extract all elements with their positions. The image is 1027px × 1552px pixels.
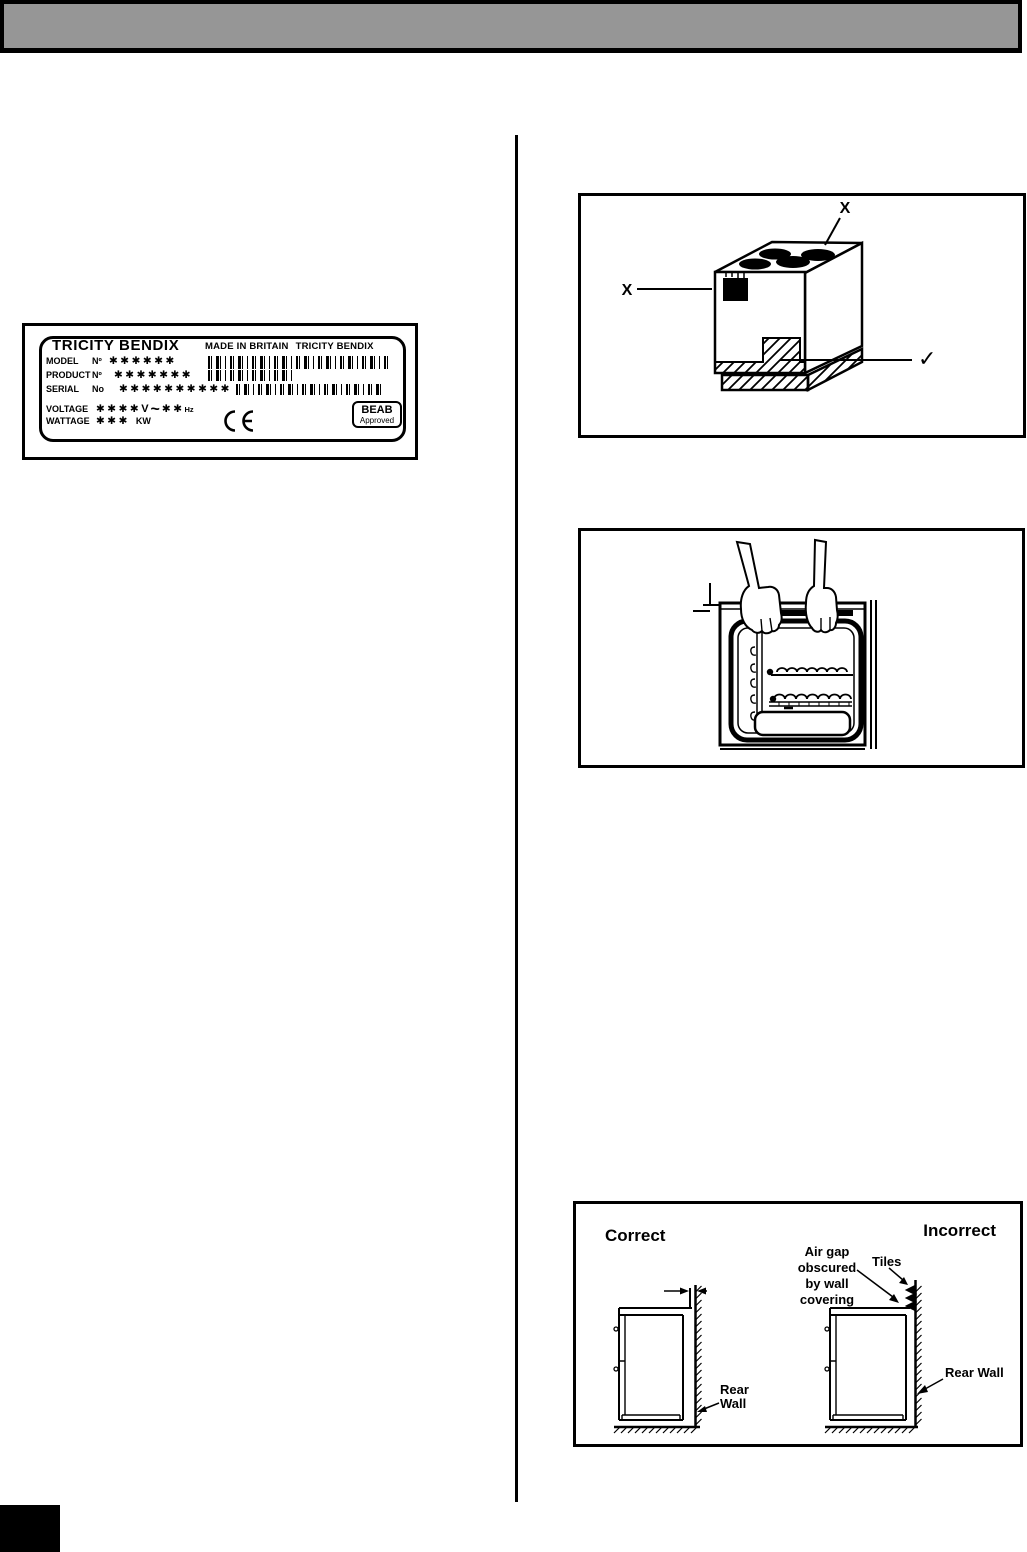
ac-tilde: ~ <box>150 401 160 418</box>
right-hand <box>806 540 838 632</box>
air-gap-label-line3: by wall <box>805 1276 849 1291</box>
correct-drawing <box>614 1285 749 1433</box>
air-gap-label-line2: obscured <box>797 1260 857 1275</box>
rear-wall-label: Rear Wall <box>945 1365 1004 1380</box>
door-knob <box>825 1327 829 1331</box>
serial-value: ✱✱✱✱✱✱✱✱✱✱ <box>119 383 232 395</box>
wattage-row <box>46 415 151 427</box>
correct-heading: Correct <box>605 1226 666 1245</box>
tiles-strip <box>907 1286 915 1310</box>
grill-pan <box>755 712 850 735</box>
x-label-control-panel: X <box>621 282 633 299</box>
barcode-icon <box>208 356 389 369</box>
left-hand <box>737 542 782 633</box>
hotplate <box>739 259 771 270</box>
rating-plate-brand: TRICITY BENDIX <box>52 337 180 354</box>
page-corner-mark <box>0 1505 60 1552</box>
x-label-hotplate: X <box>839 200 851 217</box>
door-knob <box>825 1367 829 1371</box>
x-top-leader-line <box>825 218 840 245</box>
tiles-arrow <box>889 1268 903 1280</box>
cooker-body <box>830 1308 906 1420</box>
oven-grip-diagram <box>581 531 1022 765</box>
figure-lifting-grip <box>578 528 1025 768</box>
barcode-icon <box>236 384 383 395</box>
product-value: ✱✱✱✱✱✱✱ <box>114 369 194 381</box>
air-gap-label-line1: Air gap <box>804 1244 850 1259</box>
hotplate <box>776 256 810 268</box>
gap-arrowhead-left <box>680 1288 689 1295</box>
product-label: PRODUCT <box>46 370 91 380</box>
door-lines <box>619 1315 680 1420</box>
barcode-icon <box>208 370 296 381</box>
incorrect-drawing <box>798 1244 1004 1433</box>
rating-plate-label <box>39 336 406 442</box>
air-gap-arrow <box>857 1270 893 1297</box>
model-row <box>46 355 177 367</box>
voltage-label: VOLTAGE <box>46 404 89 414</box>
rear-wall-label-line2: Wall <box>720 1396 747 1411</box>
voltage-row <box>46 401 194 418</box>
cooker-body <box>619 1308 683 1420</box>
rating-plate-origin <box>205 341 381 352</box>
rear-wall-arrow <box>925 1379 943 1389</box>
check-icon: ✓ <box>918 346 937 371</box>
serial-row <box>46 383 232 395</box>
cooker-top <box>830 1308 910 1315</box>
model-value: ✱✱✱✱✱✱ <box>109 355 177 367</box>
control-panel <box>723 278 748 301</box>
hz-stars: ✱✱ <box>161 403 185 415</box>
door-lines <box>830 1315 903 1420</box>
rating-plate-box <box>22 323 418 460</box>
header-band <box>0 0 1022 53</box>
wattage-unit: KW <box>135 416 151 426</box>
serial-label: SERIAL <box>46 384 80 394</box>
product-row <box>46 369 193 381</box>
figure-lifting-points <box>578 193 1026 438</box>
rear-wall-arrow <box>704 1403 719 1409</box>
cooker-top <box>619 1308 692 1315</box>
incorrect-heading: Incorrect <box>923 1221 996 1240</box>
model-no: Nº <box>92 356 102 366</box>
rear-wall-label-line1: Rear <box>720 1382 749 1397</box>
beab-subtitle: Approved <box>359 416 395 425</box>
door-knob <box>614 1367 618 1371</box>
column-divider <box>515 135 518 1502</box>
voltage-stars: ✱✱✱✱ <box>96 403 142 415</box>
beab-title: BEAB <box>361 404 393 416</box>
ce-mark-icon <box>220 409 256 438</box>
brand-secondary-text: TRICITY BENDIX <box>295 341 374 352</box>
model-label: MODEL <box>46 356 79 366</box>
made-in-text: MADE IN BRITAIN <box>205 341 289 352</box>
figure-installation <box>573 1201 1023 1447</box>
cooker-lifting-diagram <box>581 196 1023 435</box>
door-knob <box>614 1327 618 1331</box>
installation-diagram <box>576 1204 1020 1444</box>
hz-unit: Hz <box>184 405 194 414</box>
rear-wall-arrowhead <box>697 1406 707 1412</box>
product-no: Nº <box>92 370 102 380</box>
plinth-front <box>722 375 808 390</box>
wattage-stars: ✱✱✱ <box>96 415 130 427</box>
tiles-label: Tiles <box>872 1254 902 1269</box>
voltage-unit: V <box>141 403 149 415</box>
beab-approved-badge <box>352 401 402 428</box>
wattage-label: WATTAGE <box>46 416 90 426</box>
serial-no: No <box>92 384 104 394</box>
air-gap-label-line4: covering <box>799 1292 855 1307</box>
